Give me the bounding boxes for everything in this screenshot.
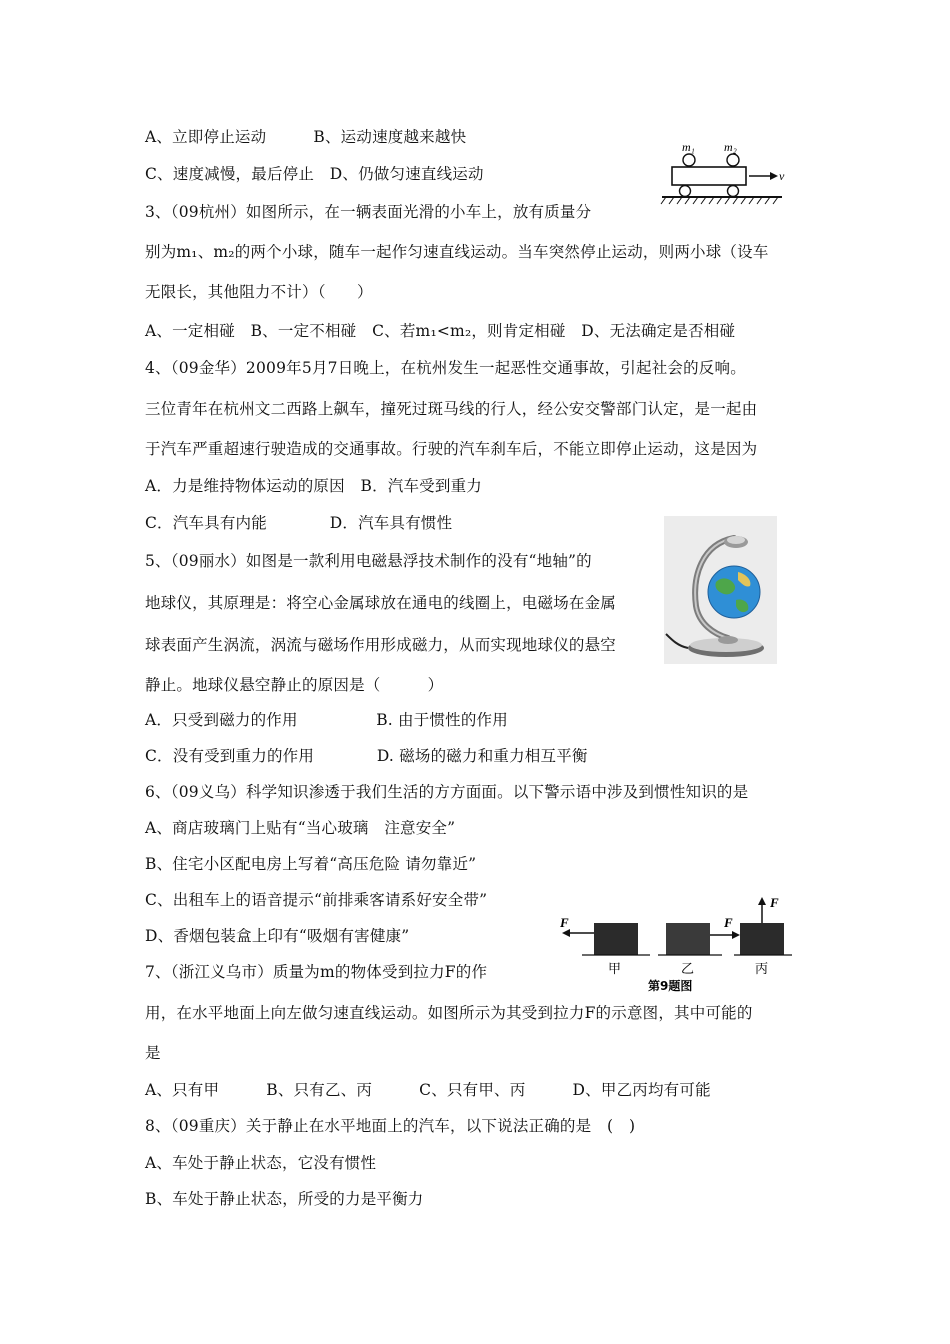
line-4: 别为m₁、m₂的两个小球，随车一起作匀速直线运动。当车突然停止运动，则两小球（设车 xyxy=(145,243,769,261)
line-13: 地球仪，其原理是：将空心金属球放在通电的线圈上，电磁场在金属 xyxy=(145,594,617,612)
levitating-globe-photo xyxy=(664,516,777,664)
line-15: 静止。地球仪悬空静止的原因是（ ） xyxy=(145,676,444,694)
block-jia xyxy=(594,923,638,955)
line-21: C、出租车上的语音提示“前排乘客请系好安全带” xyxy=(145,891,488,909)
line-28: A、车处于静止状态，它没有惯性 xyxy=(145,1154,377,1172)
line-8: 三位青年在杭州文二西路上飙车，撞死过斑马线的行人，经公安交警部门认定，是一起由 xyxy=(145,400,758,418)
line-23: 7、（浙江义乌市）质量为m的物体受到拉力F的作 xyxy=(145,963,488,981)
line-14: 球表面产生涡流，涡流与磁场作用形成磁力，从而实现地球仪的悬空 xyxy=(145,636,617,654)
m2-label: m₂ xyxy=(724,140,737,154)
force-label-1: F xyxy=(560,915,569,930)
force-label-2: F xyxy=(724,915,733,930)
line-11: C．汽车具有内能 D．汽车具有惯性 xyxy=(145,514,453,532)
wheel-2 xyxy=(728,186,739,197)
wheel-1 xyxy=(680,186,691,197)
line-24: 用，在水平地面上向左做匀速直线运动。如图所示为其受到拉力F的示意图，其中可能的 xyxy=(145,1004,753,1022)
line-3: 3、（09杭州）如图所示，在一辆表面光滑的小车上，放有质量分 xyxy=(145,203,592,221)
line-26: A、只有甲 B、只有乙、丙 C、只有甲、丙 D、甲乙丙均有可能 xyxy=(145,1081,711,1099)
line-1: A、立即停止运动 B、运动速度越来越快 xyxy=(145,128,467,146)
line-29: B、车处于静止状态，所受的力是平衡力 xyxy=(145,1190,424,1208)
line-17: C．没有受到重力的作用 D. 磁场的磁力和重力相互平衡 xyxy=(145,747,588,765)
label-bing: 丙 xyxy=(755,962,769,977)
block-bing xyxy=(740,923,784,955)
figure-caption: 第9题图 xyxy=(648,979,693,993)
cart-body xyxy=(672,167,746,185)
line-19: A、商店玻璃门上贴有“当心玻璃 注意安全” xyxy=(145,819,456,837)
cart-figure xyxy=(658,138,788,216)
label-jia: 甲 xyxy=(608,962,622,977)
line-6: A、一定相碰 B、一定不相碰 C、若m₁<m₂，则肯定相碰 D、无法确定是否相碰 xyxy=(145,322,736,340)
label-yi: 乙 xyxy=(681,962,695,977)
ball-1 xyxy=(683,154,695,166)
line-12: 5、（09丽水）如图是一款利用电磁悬浮技术制作的没有“地轴”的 xyxy=(145,552,592,570)
ball-2 xyxy=(727,154,739,166)
line-22: D、香烟包装盒上印有“吸烟有害健康” xyxy=(145,927,410,945)
line-25: 是 xyxy=(145,1044,161,1062)
line-16: A．只受到磁力的作用 B. 由于惯性的作用 xyxy=(145,711,508,729)
force-label-3: F xyxy=(770,895,779,910)
force-diagram xyxy=(556,893,796,997)
line-20: B、住宅小区配电房上写着“高压危险 请勿靠近” xyxy=(145,855,477,873)
line-2: C、速度减慢，最后停止 D、仍做匀速直线运动 xyxy=(145,165,484,183)
line-27: 8、（09重庆）关于静止在水平地面上的汽车，以下说法正确的是 ( ) xyxy=(145,1117,636,1135)
line-9: 于汽车严重超速行驶造成的交通事故。行驶的汽车刹车后，不能立即停止运动，这是因为 xyxy=(145,440,758,458)
line-7: 4、（09金华）2009年5月7日晚上，在杭州发生一起恶性交通事故，引起社会的反响。 xyxy=(145,359,746,377)
line-5: 无限长，其他阻力不计）（ ） xyxy=(145,283,373,301)
line-10: A．力是维持物体运动的原因 B．汽车受到重力 xyxy=(145,477,482,495)
line-18: 6、（09义乌）科学知识渗透于我们生活的方方面面。以下警示语中涉及到惯性知识的是 xyxy=(145,783,749,801)
block-yi xyxy=(666,923,710,955)
v-label: v xyxy=(779,169,785,183)
m1-label: m₁ xyxy=(682,140,695,154)
